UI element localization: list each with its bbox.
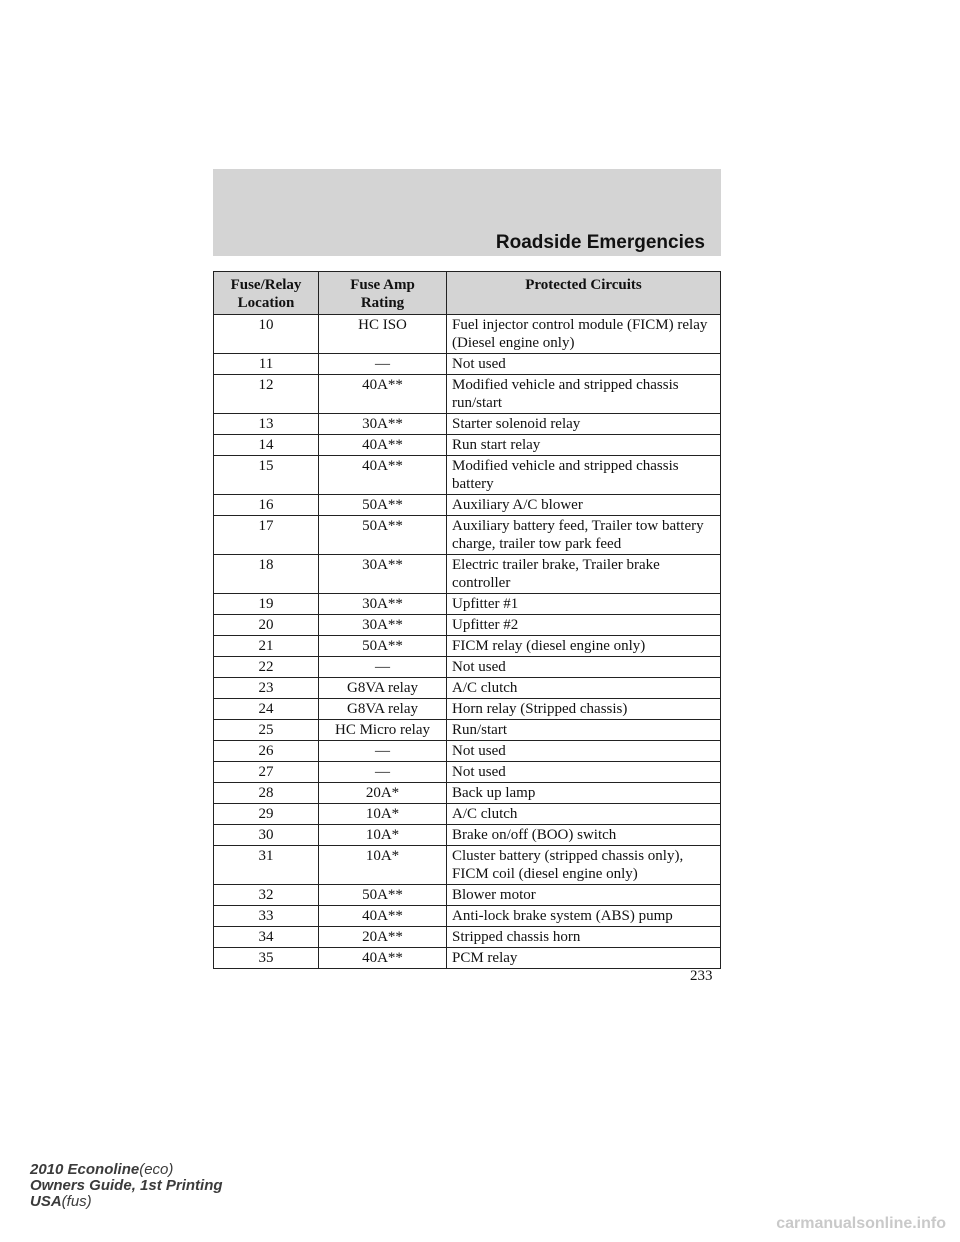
table-row (214, 414, 721, 435)
cell-location: 32 (214, 885, 319, 906)
table-row (214, 825, 721, 846)
cell-rating: 10A* (319, 804, 447, 825)
footer-market: USA (30, 1193, 62, 1210)
table-row (214, 927, 721, 948)
table-row (214, 435, 721, 456)
cell-rating: 30A** (319, 555, 447, 594)
cell-rating: — (319, 657, 447, 678)
cell-rating: 30A** (319, 594, 447, 615)
column-header-circuits: Protected Circuits (447, 272, 721, 315)
cell-location: 27 (214, 762, 319, 783)
table-row (214, 315, 721, 354)
table-header-row (214, 272, 721, 315)
table-row (214, 516, 721, 555)
cell-location: 18 (214, 555, 319, 594)
cell-circuits: FICM relay (diesel engine only) (447, 636, 721, 657)
table-row (214, 495, 721, 516)
cell-rating: 10A* (319, 825, 447, 846)
cell-location: 15 (214, 456, 319, 495)
footer-market-code: (fus) (61, 1193, 92, 1210)
table-row (214, 555, 721, 594)
cell-rating: G8VA relay (319, 678, 447, 699)
cell-rating: HC Micro relay (319, 720, 447, 741)
cell-location: 23 (214, 678, 319, 699)
cell-circuits: Modified vehicle and stripped chassis battery (447, 456, 721, 495)
cell-location: 31 (214, 846, 319, 885)
section-header-band (213, 169, 721, 256)
table-row (214, 906, 721, 927)
footer-line-2 (30, 1178, 223, 1194)
cell-rating: 40A** (319, 456, 447, 495)
footer-line-3 (30, 1194, 223, 1210)
cell-circuits: Run start relay (447, 435, 721, 456)
cell-rating: — (319, 762, 447, 783)
table-row (214, 885, 721, 906)
cell-circuits: Electric trailer brake, Trailer brake controller (447, 555, 721, 594)
cell-location: 22 (214, 657, 319, 678)
cell-circuits: Not used (447, 741, 721, 762)
cell-rating: 50A** (319, 495, 447, 516)
column-header-rating: Fuse Amp Rating (319, 272, 447, 315)
table-row (214, 948, 721, 969)
cell-location: 30 (214, 825, 319, 846)
cell-location: 20 (214, 615, 319, 636)
table-row (214, 354, 721, 375)
cell-circuits: Not used (447, 762, 721, 783)
cell-circuits: Starter solenoid relay (447, 414, 721, 435)
cell-location: 29 (214, 804, 319, 825)
cell-location: 13 (214, 414, 319, 435)
table-row (214, 720, 721, 741)
cell-location: 16 (214, 495, 319, 516)
table-row (214, 783, 721, 804)
cell-circuits: Horn relay (Stripped chassis) (447, 699, 721, 720)
cell-rating: 50A** (319, 885, 447, 906)
cell-circuits: A/C clutch (447, 678, 721, 699)
table-row (214, 657, 721, 678)
cell-rating: 40A** (319, 375, 447, 414)
cell-location: 17 (214, 516, 319, 555)
table-row (214, 762, 721, 783)
cell-circuits: Upfitter #1 (447, 594, 721, 615)
cell-circuits: Fuel injector control module (FICM) relay (Diesel engine only) (447, 315, 721, 354)
cell-circuits: Brake on/off (BOO) switch (447, 825, 721, 846)
table-row (214, 804, 721, 825)
cell-rating: 20A* (319, 783, 447, 804)
cell-circuits: Run/start (447, 720, 721, 741)
cell-rating: HC ISO (319, 315, 447, 354)
cell-circuits: Blower motor (447, 885, 721, 906)
cell-location: 25 (214, 720, 319, 741)
footer-printing: Owners Guide, 1st Printing (30, 1177, 223, 1194)
footer-model: 2010 Econoline (30, 1161, 140, 1178)
cell-location: 35 (214, 948, 319, 969)
cell-rating: 50A** (319, 516, 447, 555)
cell-rating: 10A* (319, 846, 447, 885)
table-row (214, 678, 721, 699)
table-row (214, 594, 721, 615)
cell-rating: — (319, 354, 447, 375)
cell-circuits: Cluster battery (stripped chassis only), FICM coil (diesel engine only) (447, 846, 721, 885)
cell-rating: 50A** (319, 636, 447, 657)
cell-rating: G8VA relay (319, 699, 447, 720)
cell-circuits: Back up lamp (447, 783, 721, 804)
table-row (214, 699, 721, 720)
cell-rating: 40A** (319, 435, 447, 456)
watermark: carmanualsonline.info (776, 1215, 946, 1232)
cell-location: 28 (214, 783, 319, 804)
cell-rating: 20A** (319, 927, 447, 948)
cell-location: 24 (214, 699, 319, 720)
cell-circuits: Modified vehicle and stripped chassis run/start (447, 375, 721, 414)
cell-rating: 30A** (319, 414, 447, 435)
cell-rating: 30A** (319, 615, 447, 636)
cell-circuits: Auxiliary A/C blower (447, 495, 721, 516)
cell-location: 10 (214, 315, 319, 354)
cell-rating: 40A** (319, 906, 447, 927)
cell-circuits: PCM relay (447, 948, 721, 969)
section-title: Roadside Emergencies (495, 232, 705, 253)
cell-location: 12 (214, 375, 319, 414)
cell-location: 26 (214, 741, 319, 762)
table-row (214, 456, 721, 495)
cell-location: 21 (214, 636, 319, 657)
table-row (214, 375, 721, 414)
cell-circuits: Stripped chassis horn (447, 927, 721, 948)
table-row (214, 846, 721, 885)
cell-rating: — (319, 741, 447, 762)
footer-line-1 (30, 1162, 223, 1178)
page-number: 233 (690, 968, 713, 984)
cell-location: 14 (214, 435, 319, 456)
cell-circuits: Anti-lock brake system (ABS) pump (447, 906, 721, 927)
table-row (214, 615, 721, 636)
fuse-table-body (214, 315, 721, 969)
cell-circuits: Not used (447, 354, 721, 375)
cell-location: 34 (214, 927, 319, 948)
cell-circuits: Auxiliary battery feed, Trailer tow battery charge, trailer tow park feed (447, 516, 721, 555)
cell-circuits: Upfitter #2 (447, 615, 721, 636)
table-row (214, 741, 721, 762)
footer-model-code: (eco) (139, 1161, 174, 1178)
cell-circuits: Not used (447, 657, 721, 678)
table-row (214, 636, 721, 657)
cell-location: 19 (214, 594, 319, 615)
cell-circuits: A/C clutch (447, 804, 721, 825)
cell-location: 11 (214, 354, 319, 375)
cell-rating: 40A** (319, 948, 447, 969)
fuse-table (213, 271, 721, 969)
document-footer (30, 1162, 223, 1210)
column-header-location: Fuse/Relay Location (214, 272, 319, 315)
cell-location: 33 (214, 906, 319, 927)
